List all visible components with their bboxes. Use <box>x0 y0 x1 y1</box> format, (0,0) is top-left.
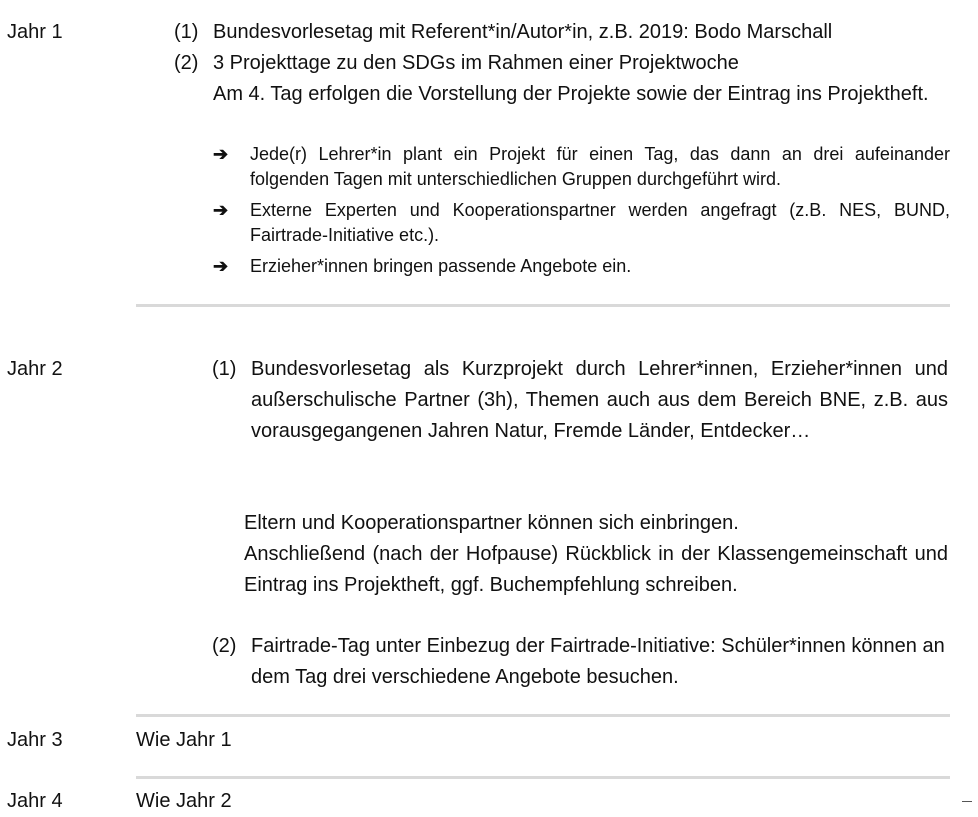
divider <box>136 304 950 307</box>
item-number: (1) <box>174 21 199 43</box>
bullet-text: Jede(r) Lehrer*in plant ein Projekt für einen Tag, das dann an drei aufeinander folgenden Tagen mit unterschiedlichen Gruppen durchgeführt wird. <box>250 144 950 189</box>
arrow-right-icon: ➔ <box>213 200 229 220</box>
year-4-text: Wie Jahr 2 <box>136 790 232 812</box>
item-text: Fairtrade-Tag unter Einbezug der Fairtrade-Initiative: Schüler*innen können an dem Tag drei verschiedene Angebote besuchen. <box>251 635 945 688</box>
item-number: (1) <box>212 358 237 380</box>
year-2-paragraph-1: Eltern und Kooperationspartner können sich einbringen. <box>244 512 739 534</box>
item-number: (2) <box>174 52 199 74</box>
year-1-label: Jahr 1 <box>7 21 63 43</box>
item-text: Bundesvorlesetag als Kurzprojekt durch Lehrer*innen, Erzieher*innen und außerschulische Partner (3h), Themen auch aus dem Bereich BNE, z.B. aus vorausgegangenen Jahren Natur, Fremde Länder, Entdecker… <box>251 358 948 442</box>
year-2-label: Jahr 2 <box>7 358 63 380</box>
bullet-text: Erzieher*innen bringen passende Angebote ein. <box>250 256 632 276</box>
divider <box>136 776 950 779</box>
arrow-right-icon: ➔ <box>213 256 229 276</box>
page-corner-mark <box>962 801 972 802</box>
divider <box>136 714 950 717</box>
arrow-right-icon: ➔ <box>213 144 229 164</box>
bullet-text: Externe Experten und Kooperationspartner werden angefragt (z.B. NES, BUND, Fairtrade-Initiative etc.). <box>250 200 950 245</box>
year-2-paragraph-2: Anschließend (nach der Hofpause) Rückblick in der Klassengemeinschaft und Eintrag ins Projektheft, ggf. Buchempfehlung schreiben. <box>244 543 948 596</box>
year-4-label: Jahr 4 <box>7 790 63 812</box>
item-text: Bundesvorlesetag mit Referent*in/Autor*in, z.B. 2019: Bodo Marschall <box>213 21 833 43</box>
item-text: 3 Projekttage zu den SDGs im Rahmen einer Projektwoche <box>213 52 739 74</box>
item-number: (2) <box>212 635 237 657</box>
year-3-text: Wie Jahr 1 <box>136 729 232 751</box>
year-1-paragraph: Am 4. Tag erfolgen die Vorstellung der Projekte sowie der Eintrag ins Projektheft. <box>213 83 929 105</box>
year-3-label: Jahr 3 <box>7 729 63 751</box>
